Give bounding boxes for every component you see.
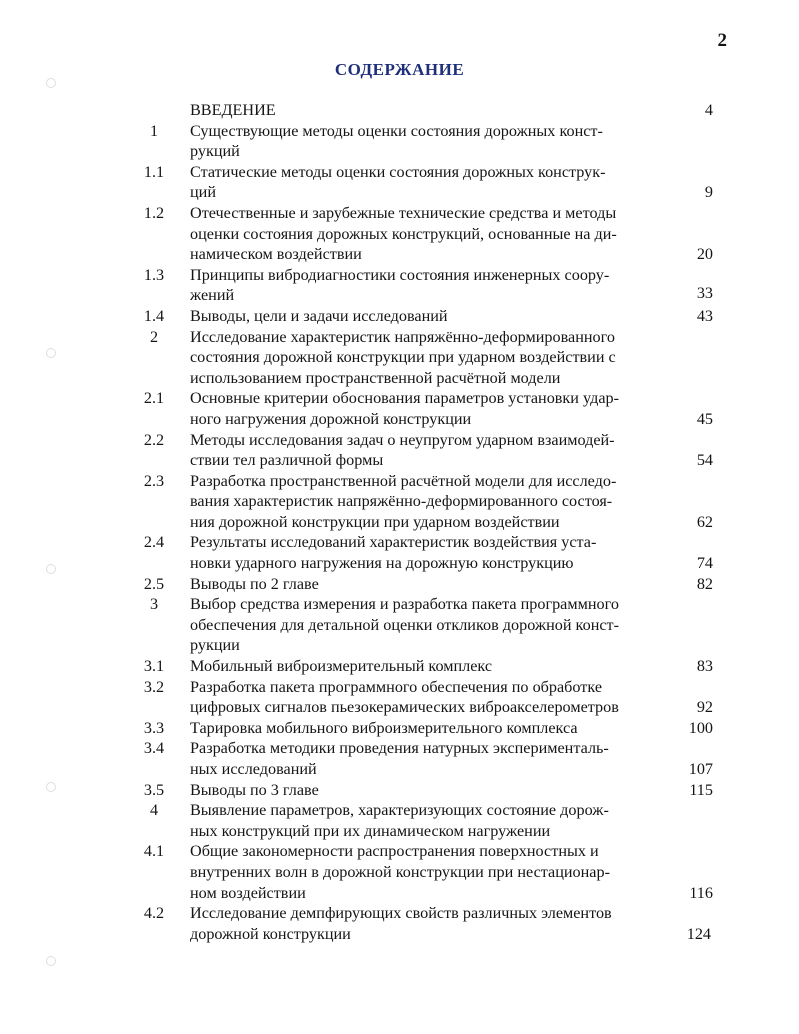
- toc-entry-page: 33: [696, 284, 713, 303]
- toc-entry-page: 116: [689, 883, 713, 902]
- toc-entry-title: Отечественные и зарубежные технические средства и методы оценки состояния дорожных конструкций, основанные на ди- намическом воздействии: [190, 203, 617, 264]
- toc-entry[interactable]: [0, 780, 799, 801]
- toc-entry-title: Статические методы оценки состояния дорожных конструк- ций: [190, 162, 606, 202]
- toc-entry-number: 2.3: [143, 471, 165, 490]
- page-title: СОДЕРЖАНИЕ: [334, 60, 465, 79]
- toc-entry-title: Выводы, цели и задачи исследований: [190, 306, 448, 325]
- toc-entry[interactable]: [0, 532, 799, 573]
- toc-entry[interactable]: [0, 265, 799, 306]
- toc-entry[interactable]: [0, 430, 799, 471]
- toc-entry-number: 1.1: [143, 162, 165, 181]
- toc-entry-page: 83: [696, 657, 713, 676]
- toc-entry-number: 1: [149, 121, 159, 140]
- toc-entry-title: Общие закономерности распространения поверхностных и внутренних волн в дорожной конструкции при нестационар- ном воздействии: [190, 842, 610, 902]
- toc-entry-title: Результаты исследований характеристик воздействия уста- новки ударного нагружения на дорожную конструкцию: [190, 533, 597, 573]
- toc-entry[interactable]: [0, 388, 799, 429]
- toc-entry-number: 3.5: [143, 780, 165, 799]
- toc-entry-title: Выводы по 2 главе: [190, 574, 319, 593]
- toc-entry[interactable]: [0, 677, 799, 718]
- toc-entry-title: Выбор средства измерения и разработка пакета программного обеспечения для детальной оценки откликов дорожной конст- рукции: [190, 595, 620, 655]
- toc-entry[interactable]: [0, 306, 799, 327]
- toc-entry-page: 107: [688, 760, 713, 778]
- toc-entry[interactable]: [0, 203, 799, 265]
- toc-entry-title: Выявление параметров, характеризующих состояние дорож- ных конструкций при их динамическом нагружении: [190, 801, 609, 840]
- toc-entry-page: 82: [696, 574, 713, 593]
- toc-entry[interactable]: [0, 594, 799, 656]
- toc-entry-title: Существующие методы оценки состояния дорожных конст- рукций: [190, 121, 603, 161]
- toc-entry-number: 3.1: [143, 657, 165, 676]
- toc-entry-title: Методы исследования задач о неупругом ударном взаимодей- ствии тел различной формы: [190, 430, 615, 470]
- toc-entry-title: Разработка методики проведения натурных эксперименталь- ных исследований: [190, 739, 609, 778]
- toc-entry-page: 54: [696, 451, 713, 470]
- toc-entry-title: ВВЕДЕНИЕ: [190, 101, 276, 119]
- toc-entry[interactable]: [0, 574, 799, 595]
- toc-entry[interactable]: [0, 800, 799, 841]
- toc-entry-number: 1.2: [143, 203, 165, 222]
- toc-entry[interactable]: [0, 100, 799, 121]
- toc-entry-number: 2.1: [143, 389, 165, 408]
- toc-entry-page: 20: [696, 245, 713, 264]
- toc-entry-page: 4: [704, 101, 713, 119]
- toc-entry[interactable]: [0, 121, 799, 162]
- toc-entry[interactable]: [0, 327, 799, 389]
- toc-entry-title: Принципы вибродиагностики состояния инженерных соору- жений: [190, 265, 610, 305]
- toc-entry-title: Выводы по 3 главе: [190, 780, 319, 799]
- toc-entry-number: 2.2: [143, 430, 165, 449]
- toc-entry[interactable]: [0, 162, 799, 203]
- toc-entry-title: Исследование характеристик напряжённо-деформированного состояния дорожной конструкции при ударном воздействии с использованием пространственной расчётной модели: [190, 327, 616, 387]
- toc-entry-page: 45: [696, 409, 713, 428]
- toc-entry-page: 62: [696, 512, 713, 531]
- toc-entry-page: 92: [696, 698, 713, 717]
- toc-entry-number: 4: [149, 801, 159, 820]
- scan-speck: [46, 78, 56, 88]
- toc-entry-number: 3.4: [143, 739, 165, 758]
- page-number: 2: [717, 30, 727, 51]
- toc-entry-number: 2.4: [143, 533, 165, 552]
- toc-entry-page: 9: [704, 183, 713, 202]
- toc-entry-number: 1.3: [143, 265, 165, 284]
- toc-entry-page: 43: [696, 306, 713, 325]
- toc-entry-title: Основные критерии обоснования параметров установки удар- ного нагружения дорожной конструкции: [190, 389, 619, 428]
- toc-entry-title: Тарировка мобильного виброизмерительного комплекса: [190, 718, 578, 737]
- toc-entry-page: 115: [689, 780, 713, 799]
- toc-entry-number: 3.3: [143, 718, 165, 737]
- toc-entry[interactable]: [0, 656, 799, 677]
- toc-entry-page: 124: [686, 924, 711, 943]
- toc-entry-page: 74: [696, 554, 713, 573]
- toc-entry-title: Исследование демпфирующих свойств различных элементов дорожной конструкции: [190, 904, 612, 943]
- toc-entry-title: Разработка пространственной расчётной модели для исследо- вания характеристик напряжённо-деформированного состоя- ния дорожной конструкции при ударном воздействии: [190, 471, 617, 531]
- toc-entry-title: Разработка пакета программного обеспечения по обработке цифровых сигналов пьезокерамических виброакселерометров: [190, 677, 619, 717]
- toc-entry-number: 2: [149, 327, 159, 346]
- toc-entry[interactable]: [0, 718, 799, 739]
- toc-entry-number: 3.2: [143, 677, 165, 696]
- toc-entry[interactable]: [0, 903, 799, 944]
- toc-entry-title: Мобильный виброизмерительный комплекс: [190, 657, 493, 676]
- scan-speck: [46, 956, 56, 966]
- toc-entry-page: 100: [688, 718, 713, 737]
- toc-entry-number: 1.4: [143, 306, 165, 325]
- table-of-contents: [0, 100, 799, 944]
- toc-entry[interactable]: [0, 841, 799, 903]
- toc-entry-number: 4.1: [143, 842, 165, 861]
- toc-entry-number: 3: [149, 595, 159, 614]
- toc-entry-number: 2.5: [143, 574, 165, 593]
- toc-entry[interactable]: [0, 738, 799, 779]
- toc-entry-number: 4.2: [143, 904, 165, 923]
- toc-entry[interactable]: [0, 471, 799, 533]
